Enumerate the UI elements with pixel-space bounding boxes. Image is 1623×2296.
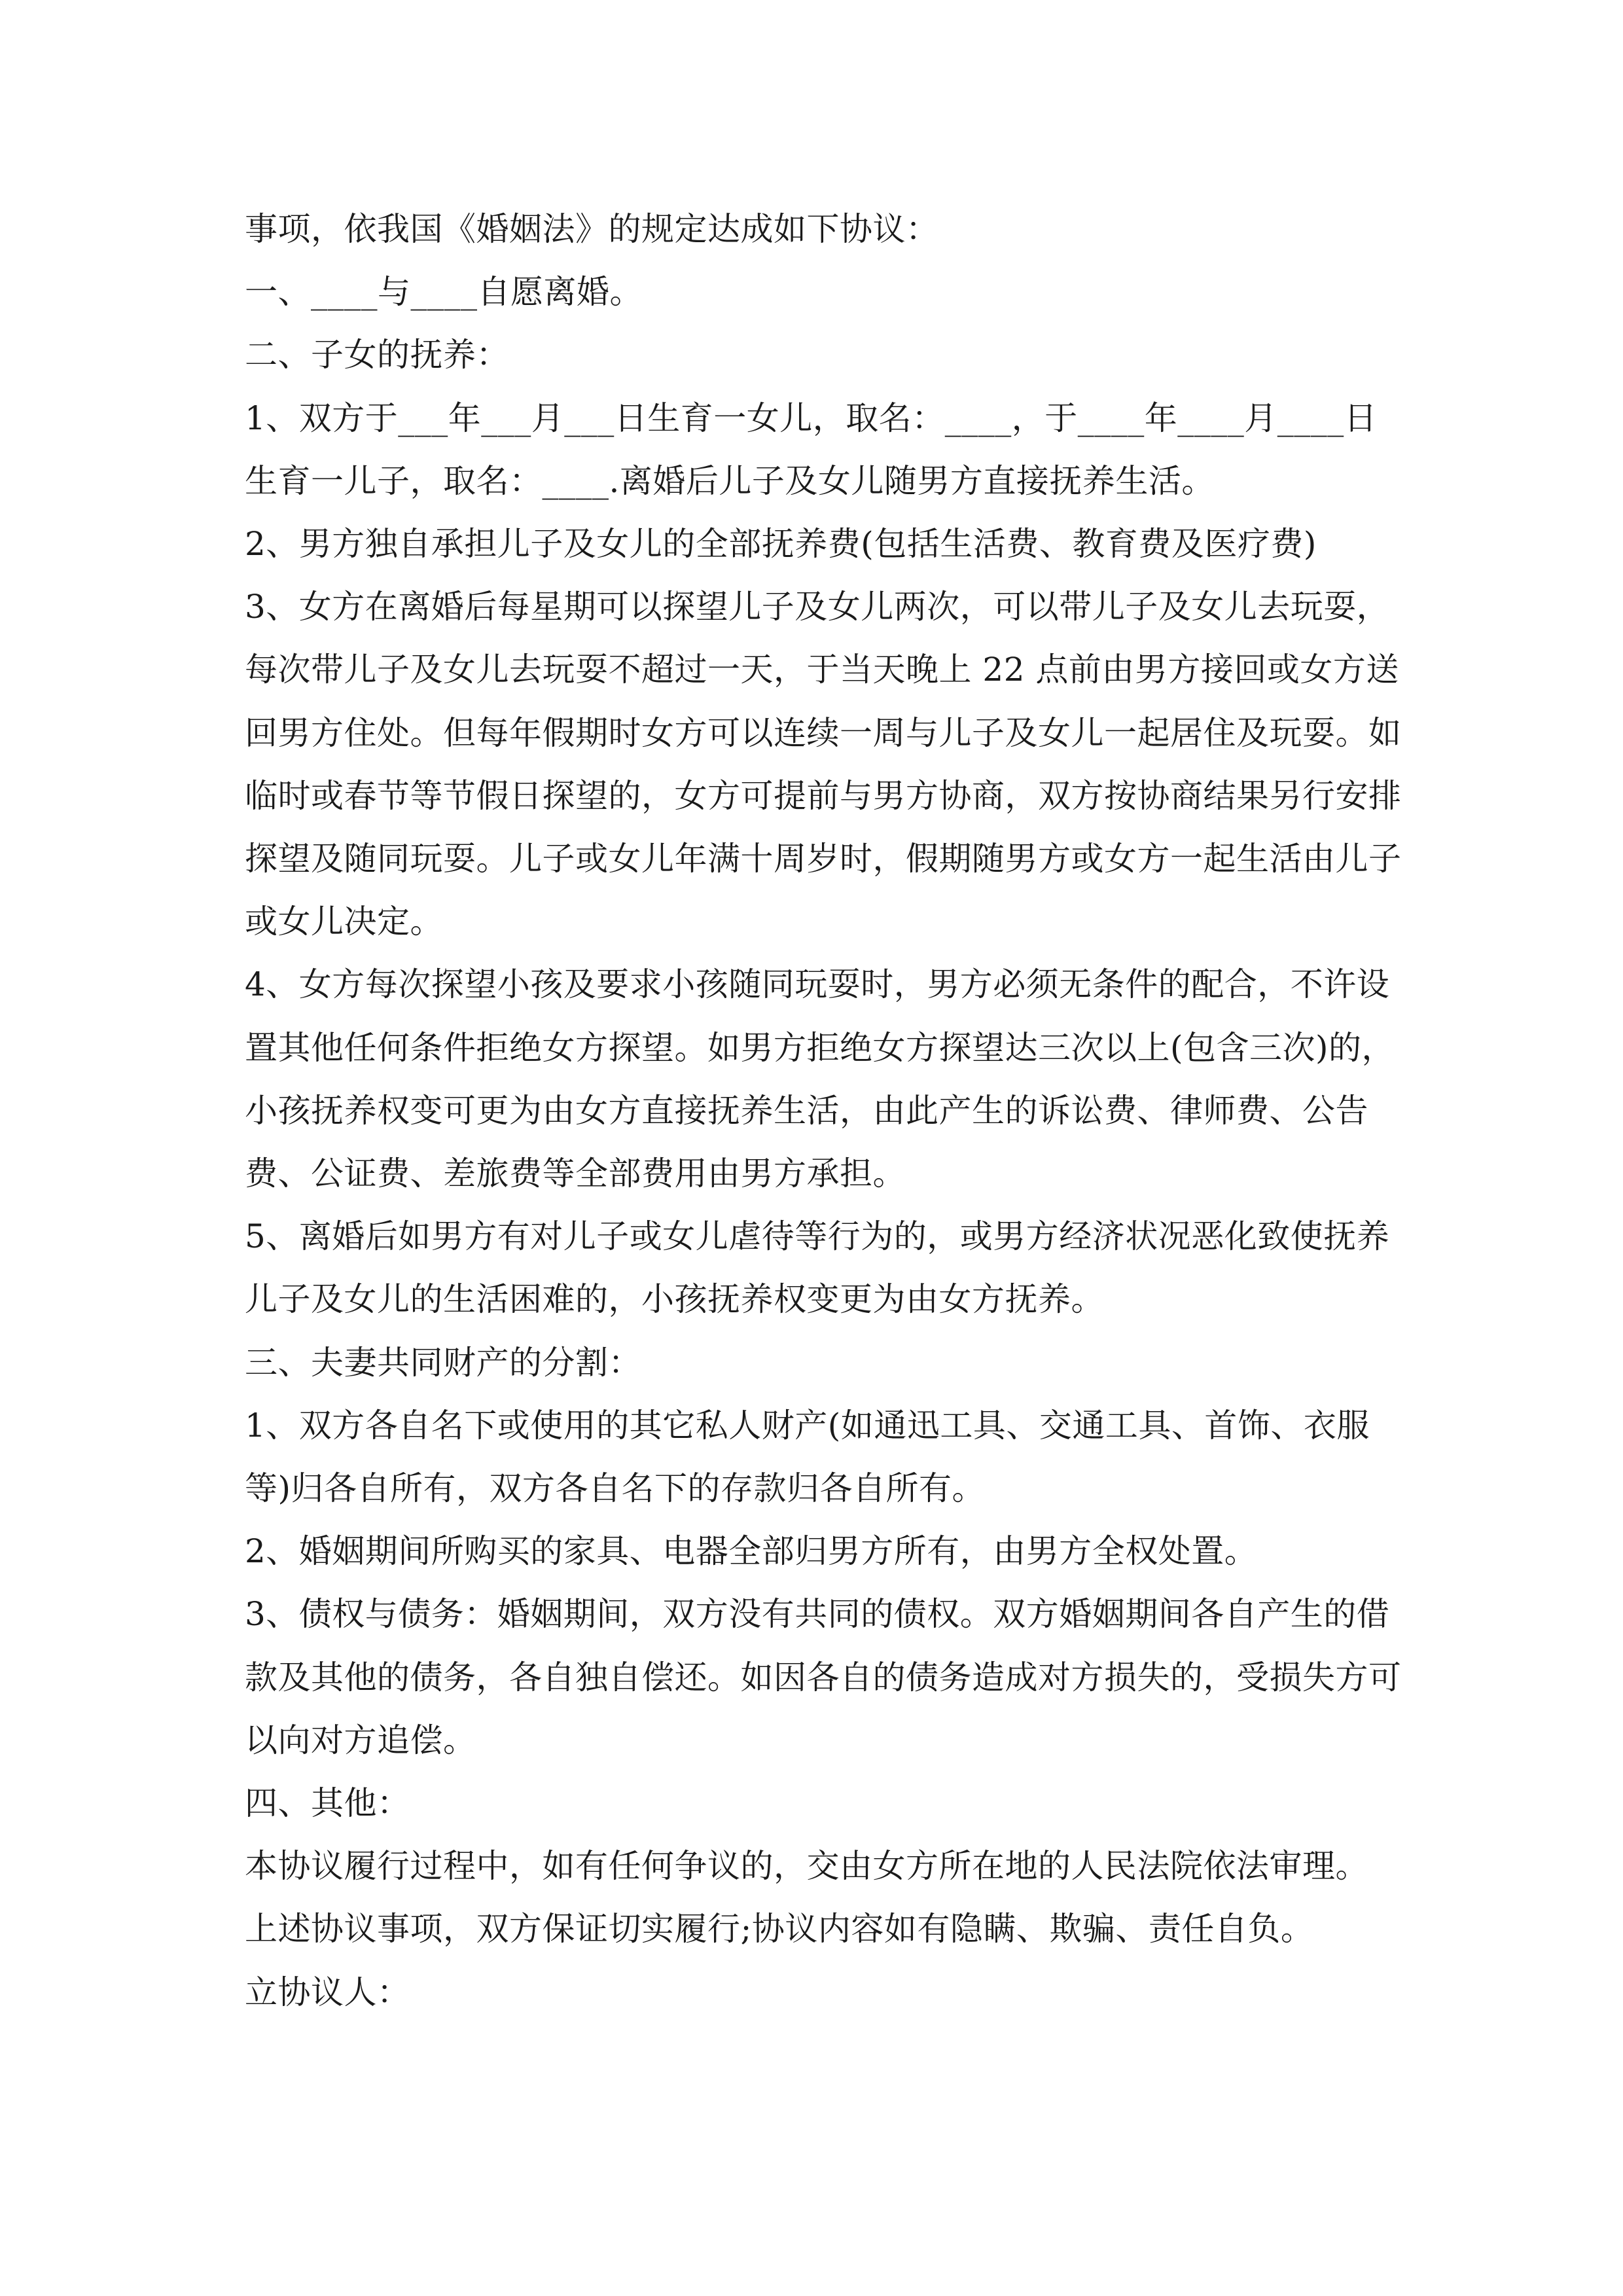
section-heading-property: 三、夫妻共同财产的分割：	[245, 1343, 641, 1382]
custody-item-2: 2、男方独自承担儿子及女儿的全部抚养费(包括生活费、教育费及医疗费)	[245, 525, 1317, 564]
property-item-3: 3、债权与债务：婚姻期间，双方没有共同的债权。双方婚姻期间各自产生的借款及其他的债务，各自独自偿还。如因各自的债务造成对方损失的，受损失方可以向对方追偿。	[245, 1595, 1402, 1759]
clause-1-divorce: 一、____与____自愿离婚。	[245, 273, 643, 312]
intro-line: 事项，依我国《婚姻法》的规定达成如下协议：	[245, 210, 939, 248]
custody-item-4: 4、女方每次探望小孩及要求小孩随同玩耍时，男方必须无条件的配合，不许设置其他任何条件拒绝女方探望。如男方拒绝女方探望达三次以上(包含三次)的，小孩抚养权变可更为由女方直接抚养生活，由此产生的诉讼费、律师费、公告费、公证费、差旅费等全部费用由男方承担。	[245, 965, 1395, 1193]
agreement-body	[245, 198, 1403, 2024]
custody-item-1: 1、双方于___年___月___日生育一女儿，取名：____，于____年____月____日生育一儿子，取名：____.离婚后儿子及女儿随男方直接抚养生活。	[245, 399, 1378, 500]
signatory-label: 立协议人：	[245, 1973, 410, 2011]
custody-item-5: 5、离婚后如男方有对儿子或女儿虐待等行为的，或男方经济状况恶化致使抚养儿子及女儿的生活困难的，小孩抚养权变更为由女方抚养。	[245, 1217, 1390, 1319]
property-item-2: 2、婚姻期间所购买的家具、电器全部归男方所有，由男方全权处置。	[245, 1532, 1258, 1571]
custody-item-3: 3、女方在离婚后每星期可以探望儿子及女儿两次，可以带儿子及女儿去玩耍，每次带儿子及女儿去玩耍不超过一天，于当天晚上 22 点前由男方接回或女方送回男方住处。但每年假期时女方可以连续一周与儿子及女儿一起居住及玩耍。如临时或春节等节假日探望的，女方可提前与男方协商，双方按协商结果另行安排探望及随同玩耍。儿子或女儿年满十周岁时，假期随男方或女方一起生活由儿子或女儿决定。	[245, 588, 1402, 941]
other-item-dispute: 本协议履行过程中，如有任何争议的，交由女方所在地的人民法院依法审理。	[245, 1847, 1368, 1886]
property-item-1: 1、双方各自名下或使用的其它私人财产(如通迅工具、交通工具、首饰、衣服等)归各自所有，双方各自名下的存款归各自所有。	[245, 1406, 1370, 1508]
other-item-guarantee: 上述协议事项，双方保证切实履行;协议内容如有隐瞒、欺骗、责任自负。	[245, 1910, 1314, 1948]
section-heading-child-custody: 二、子女的抚养：	[245, 336, 509, 374]
section-heading-other: 四、其他：	[245, 1784, 410, 1823]
